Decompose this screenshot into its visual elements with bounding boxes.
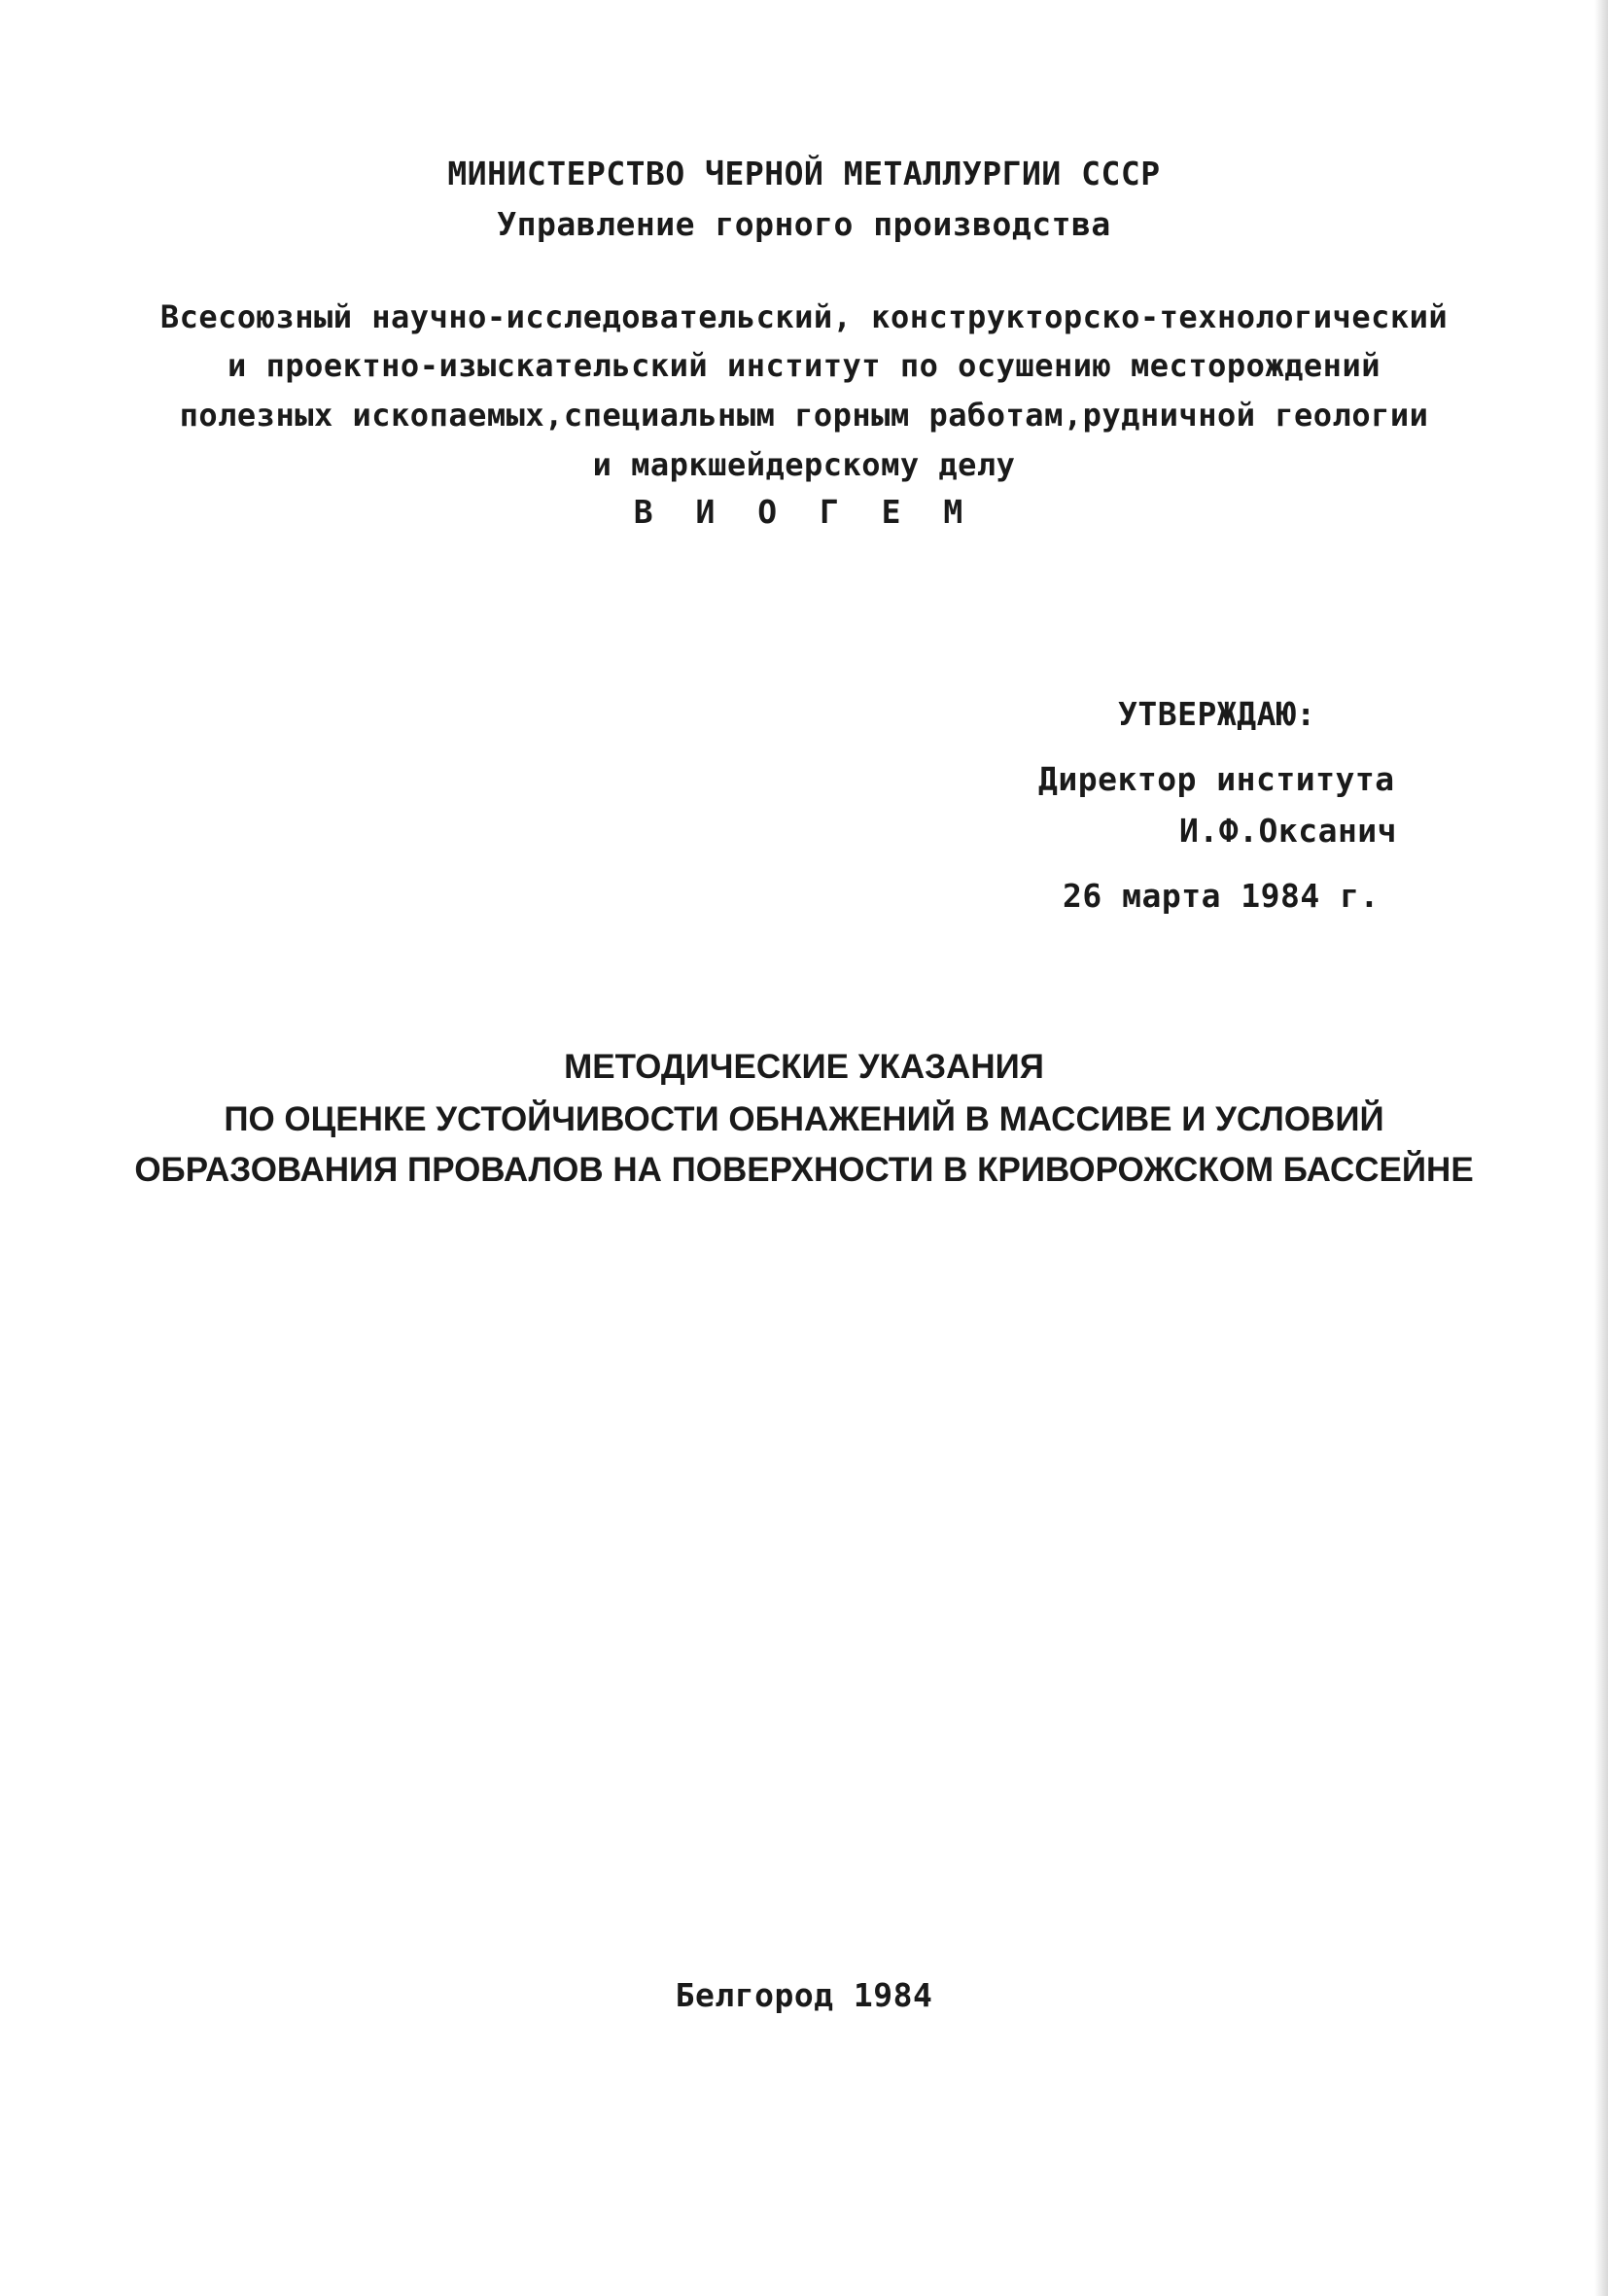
title-line-1: МЕТОДИЧЕСКИЕ УКАЗАНИЯ xyxy=(564,1048,1044,1086)
place-and-year: Белгород 1984 xyxy=(675,1976,933,2014)
approver-name: И.Ф.Оксанич xyxy=(1179,812,1398,850)
title-line-3: ОБРАЗОВАНИЯ ПРОВАЛОВ НА ПОВЕРХНОСТИ В КРИВОРОЖСКОМ БАССЕЙНЕ xyxy=(134,1151,1474,1189)
institute-acronym: В И О Г Е М xyxy=(633,493,975,531)
department-heading: Управление горного производства xyxy=(497,205,1111,243)
page-edge-shadow xyxy=(1594,0,1608,2296)
institute-line-3: полезных ископаемых,специальным горным работам,рудничной геологии xyxy=(179,397,1429,434)
ministry-heading: МИНИСТЕРСТВО ЧЕРНОЙ МЕТАЛЛУРГИИ СССР xyxy=(447,155,1161,192)
title-line-2: ПО ОЦЕНКЕ УСТОЙЧИВОСТИ ОБНАЖЕНИЙ В МАССИВЕ И УСЛОВИЙ xyxy=(224,1100,1384,1138)
institute-line-1: Всесоюзный научно-исследовательский, конструкторско-технологический xyxy=(159,298,1449,335)
institute-line-4: и маркшейдерскому делу xyxy=(592,446,1016,483)
approval-date: 26 марта 1984 г. xyxy=(1063,877,1380,915)
institute-line-2: и проектно-изыскательский институт по осушению месторождений xyxy=(227,347,1381,384)
approval-label: УТВЕРЖДАЮ: xyxy=(1118,695,1316,733)
approver-position: Директор института xyxy=(1038,760,1395,798)
